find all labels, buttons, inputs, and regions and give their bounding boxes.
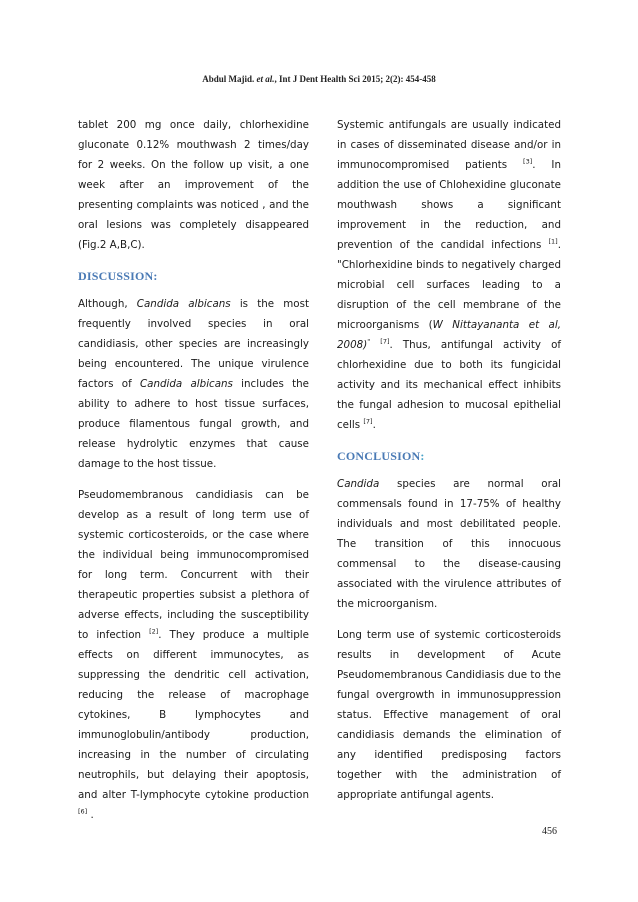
right-paragraph-3: Long term use of systemic corticosteroids results in development of Acute Pseudomembranous Candidiasis due to the fungal overgrowth in immunosuppression status. Effective management of oral candidiasis demands the elimination of any identified predisposing factors together with the administration of appropriate antifungal agents. [337,629,561,801]
right-paragraph-1 [337,115,561,435]
citation-ref: [7] [380,337,390,346]
left-column [78,115,309,836]
header-journal: , Int J Dent Health Sci 2015; 2(2): 454-458 [274,74,436,84]
species-name: Candida [337,478,380,490]
species-name: Candida albicans [136,298,231,310]
conclusion-heading [337,446,561,466]
text-span: Although, [78,298,128,310]
text-span: Pseudomembranous candidiasis can be develop as a result of long term use of systemic corticosteroids, or the case where the individual being immunocompromised for long term. Concurrent with their therapeutic properties subsist a plethora of adverse effects, including the susceptibility to infection [78,489,309,641]
left-paragraph-3 [78,485,309,825]
heading-colon: : [420,449,425,463]
text-span: . They produce a multiple effects on different immunocytes, as suppressing the dendritic cell activation, reducing the release of macrophage cytokines, B lymphocytes and immunoglobulin/antibody production, increasing in the number of circulating neutrophils, but delaying their apoptosis, and alter T-lymphocyte cytokine production [78,629,310,801]
text-span: . [90,809,94,821]
text-span: includes the ability to adhere to host tissue surfaces, produce filamentous fungal growth, and release hydrolytic enzymes that cause damage to the host tissue. [78,378,309,470]
citation-ref: [6] [78,807,88,816]
right-paragraph-2 [337,474,561,614]
text-span: . In addition the use of Chlohexidine gluconate mouthwash shows a significant improvement in the reduction, and prevention of the candidal infections [337,159,561,251]
text-span: . "Chlorhexidine binds to negatively charged microbial cell surfaces leading to a disruption of the cell membrane of the microorganisms ( [337,239,562,331]
right-column [337,115,561,816]
header-etal: et al. [256,74,275,84]
text-span: is the most frequently involved species in oral candidiasis, other species are increasingly being encountered. The unique virulence factors of [78,298,309,390]
left-paragraph-2 [78,294,309,474]
text-span: . Thus, antifungal activity of chlorhexidine due to both its fungicidal activity and its mechanical effect inhibits the fungal adhesion to mucosal epithelial cells [337,339,561,431]
text-span: Systemic antifungals are usually indicated in cases of disseminated disease and/or in immunocompromised patients [337,119,561,171]
discussion-heading: DISCUSSION: [78,269,158,283]
text-span: species are normal oral commensals found in 17-75% of healthy individuals and most debilitated people. The transition of this innocuous commensal to the disease-causing associated with the virulence attributes of the microorganism. [337,478,561,610]
left-paragraph-1: tablet 200 mg once daily, chlorhexidine gluconate 0.12% mouthwash 2 times/day for 2 weeks. On the follow up visit, a one week after an improvement of the presenting complaints was noticed , and the oral lesions was completely disappeared (Fig.2 A,B,C). [78,119,309,251]
text-span: . [372,419,376,431]
page-number: 456 [542,826,557,837]
citation-ref: [3] [523,157,533,166]
header-authors: Abdul Majid. [202,74,255,84]
heading-text: CONCLUSION [337,449,421,463]
running-header [0,74,638,84]
citation-ref: [1] [548,237,558,246]
citation-ref: [2] [149,627,159,636]
species-name: Candida albicans [139,378,233,390]
citation-ref: [7] [363,417,373,426]
citation-text: W Nittayananta et al, 2008) [337,319,561,351]
quote-mark: " [367,337,371,346]
